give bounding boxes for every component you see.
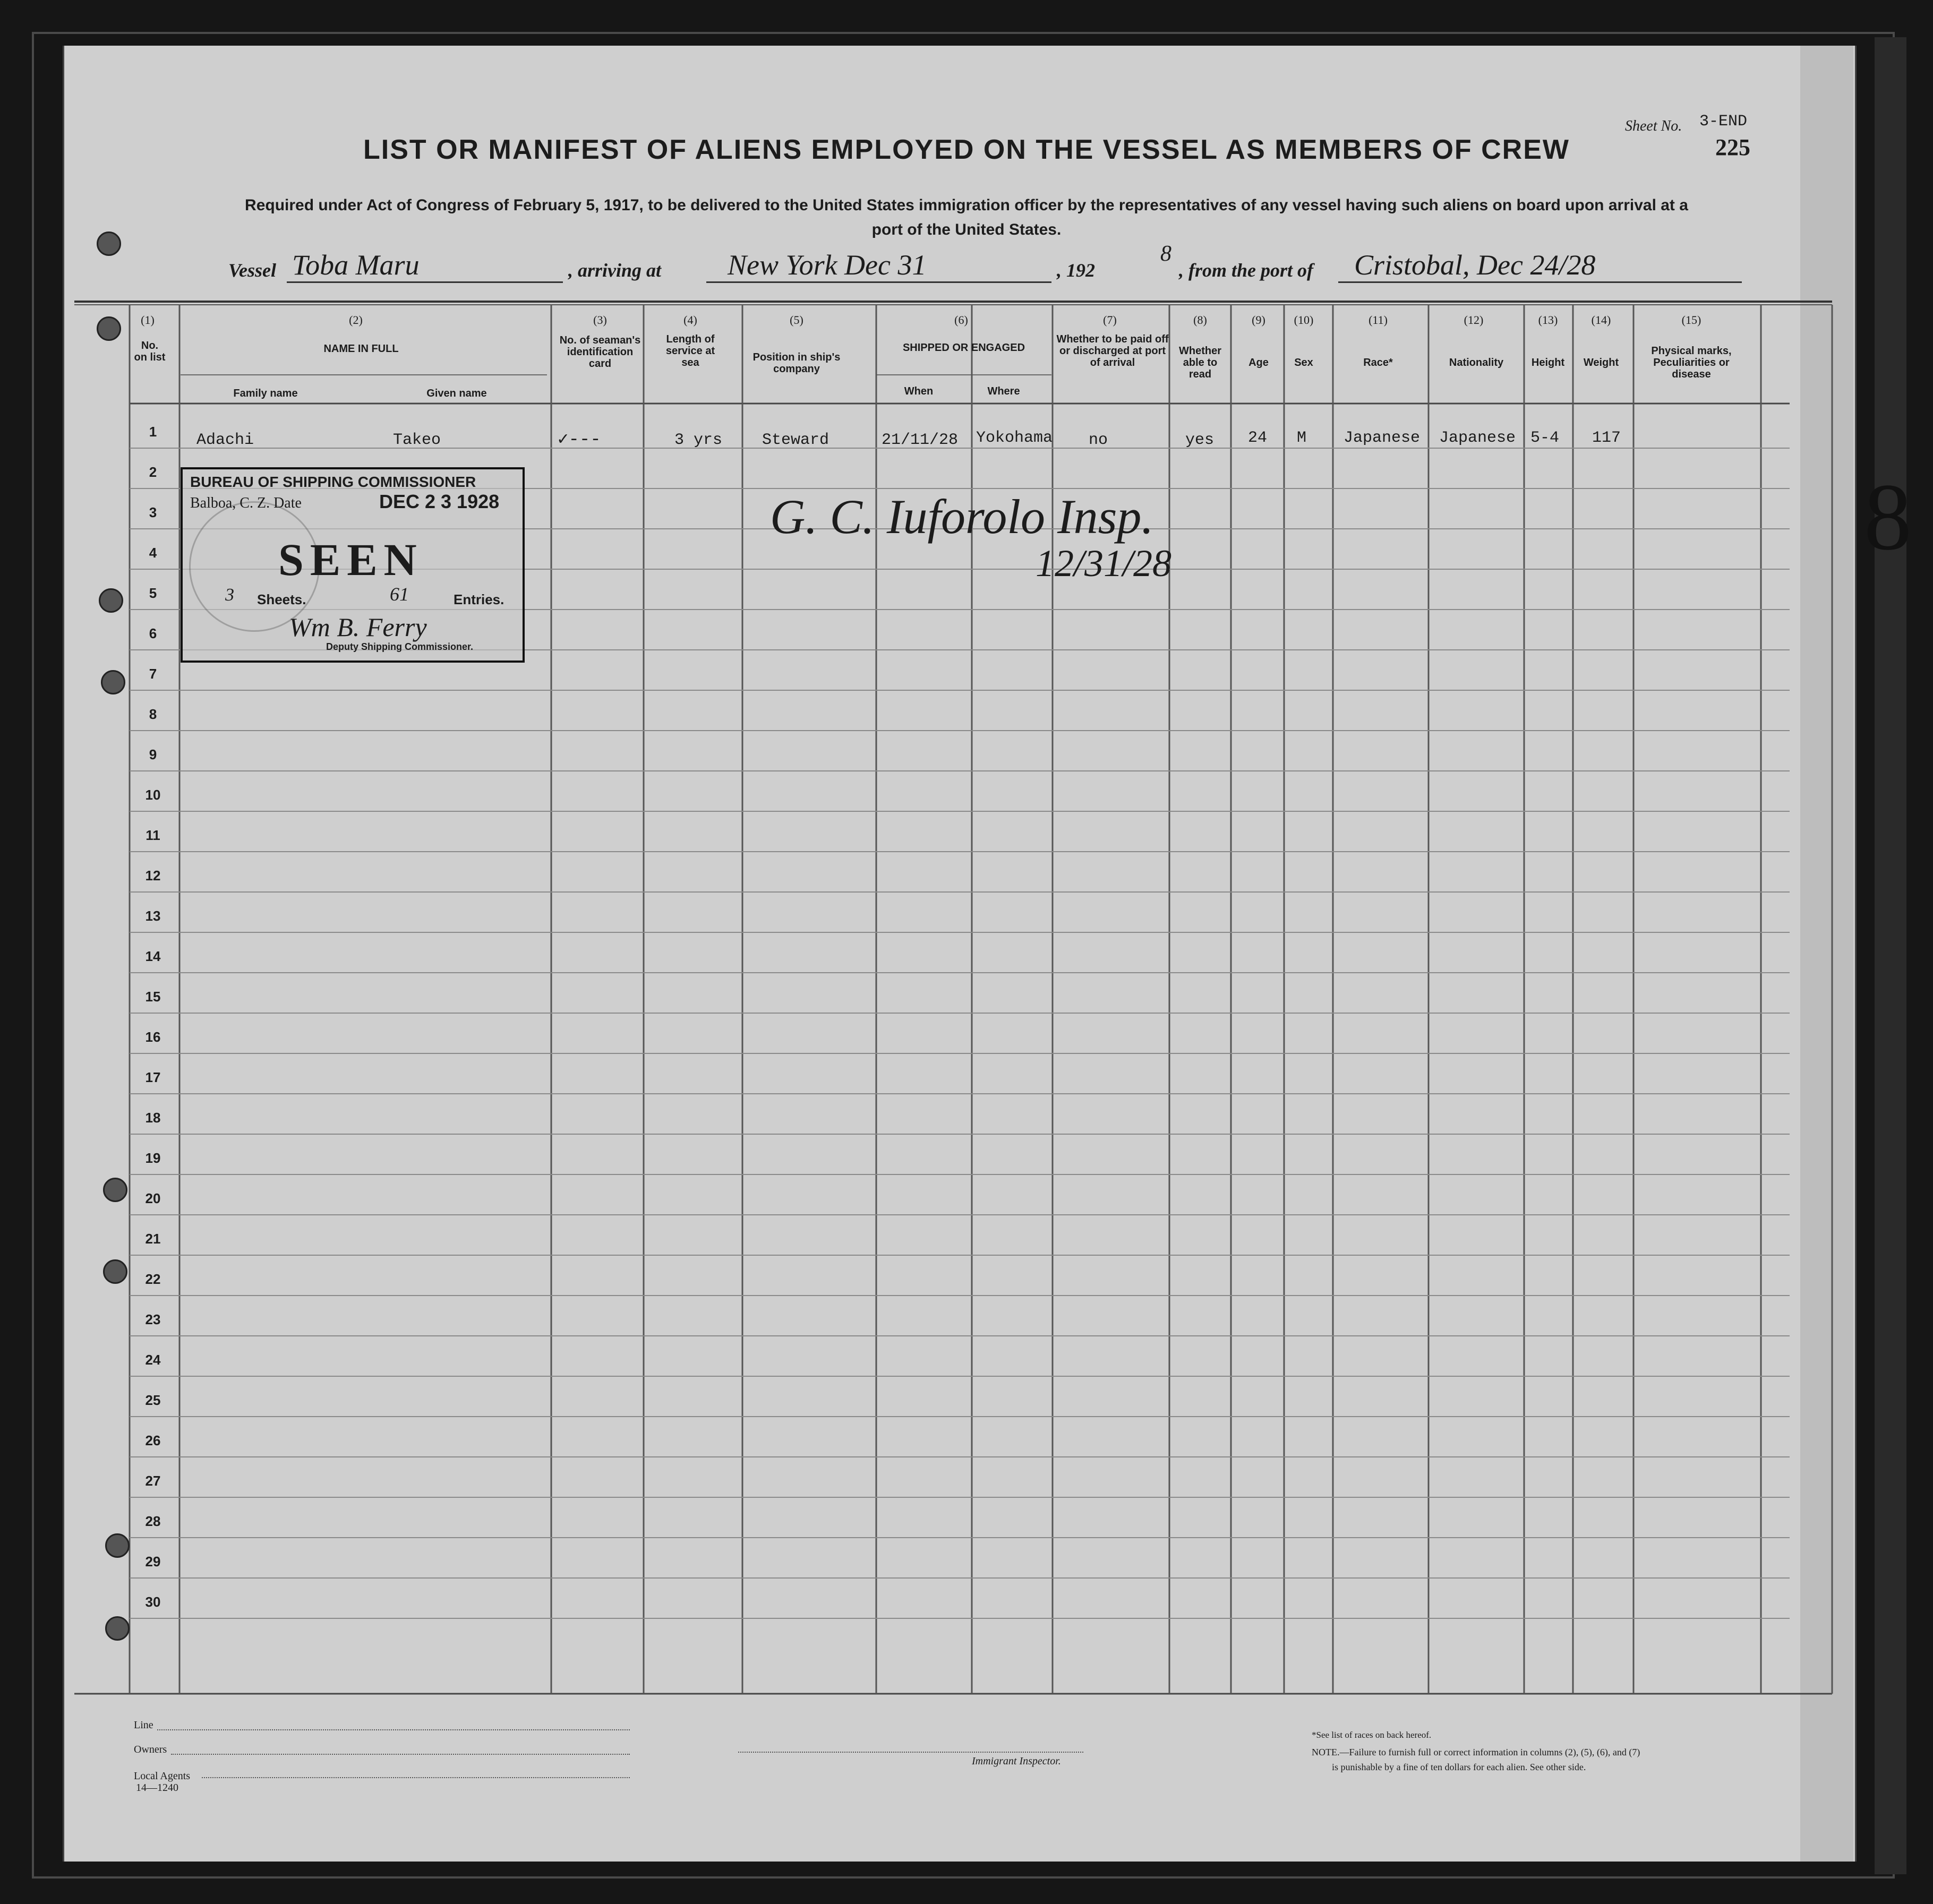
entry-able-read: yes [1185,431,1214,449]
header-race: Race* [1363,357,1393,368]
stamp-sheets-value: 3 [225,585,234,605]
row-number: 19 [145,1150,161,1166]
stamp-seen: SEEN [278,534,423,585]
col-num-4: (4) [683,313,697,327]
row-number: 1 [149,424,157,440]
from-label: , from the port of [1179,260,1314,281]
footer-note-2: NOTE.—Failure to furnish full or correct information in columns (2), (5), (6), and (7) [1312,1747,1640,1757]
page-title: LIST OR MANIFEST OF ALIENS EMPLOYED ON THE VESSEL AS MEMBERS OF CREW [363,134,1570,165]
col-num-14: (14) [1591,313,1611,327]
row-number: 2 [149,464,157,480]
entry-nationality: Japanese [1439,429,1516,447]
row-number: 23 [145,1311,161,1327]
header-no-on-list: No. on list [134,340,166,363]
year-prefix: , 192 [1057,260,1095,281]
col-num-15: (15) [1681,313,1701,327]
form-number: 14—1240 [136,1782,178,1794]
row-number: 10 [145,787,161,803]
col-num-13: (13) [1538,313,1558,327]
stamp-line-2: Balboa, C. Z. Date [190,495,302,511]
year-suffix: 8 [1160,242,1171,266]
col-num-1: (1) [141,313,155,327]
row-number: 13 [145,908,161,924]
col-num-10: (10) [1294,313,1314,327]
row-number: 9 [149,747,157,762]
punch-hole [103,1259,127,1284]
header-height: Height [1531,357,1565,368]
row-number: 21 [145,1231,161,1247]
header-paid-off: Whether to be paid off or discharged at port of arrival [1056,333,1169,368]
margin-mark: 8 [1864,464,1912,570]
row-number: 24 [145,1352,161,1368]
header-position: Position in ship's company [752,351,841,375]
footer-note-3: is punishable by a fine of ten dollars for each alien. See other side. [1332,1762,1586,1772]
header-given-name: Given name [426,388,487,399]
row-number: 8 [149,706,157,722]
immigrant-inspector-label: Immigrant Inspector. [972,1755,1061,1767]
sheet-no-value: 3-END [1699,113,1748,131]
punch-hole [99,588,123,613]
entry-weight: 117 [1592,429,1621,447]
col-num-7: (7) [1103,313,1117,327]
entry-given-name: Takeo [393,431,441,449]
required-line-2: port of the United States. [871,221,1062,238]
entry-family-name: Adachi [196,431,254,449]
punch-hole [105,1616,130,1641]
arriving-place: New York Dec 31 [728,249,927,281]
col-num-9: (9) [1252,313,1265,327]
stamp-entries-value: 61 [390,584,409,605]
header-id-card: No. of seaman's identification card [559,335,641,370]
header-shipped: SHIPPED OR ENGAGED [902,342,1025,354]
entry-when: 21/11/28 [882,431,959,449]
col-num-3: (3) [593,313,607,327]
entry-id-card: ✓--- [558,430,601,450]
header-weight: Weight [1583,357,1619,368]
row-number: 27 [145,1473,161,1489]
row-number: 4 [149,545,157,561]
inspector-signature: G. C. Iuforolo Insp. [770,490,1154,544]
row-number: 28 [145,1513,161,1529]
footer-owners-label: Owners [134,1744,167,1755]
row-number: 18 [145,1110,161,1126]
punch-hole [105,1533,130,1558]
col-num-8: (8) [1193,313,1207,327]
header-when: When [904,385,934,397]
punch-hole [103,1178,127,1202]
inspector-signature-date: 12/31/28 [1036,542,1172,585]
header-nationality: Nationality [1449,357,1504,368]
stamp-sheets-label: Sheets. [257,591,306,607]
stamp-signature: Wm B. Ferry [289,612,427,642]
row-number: 5 [149,585,157,601]
header-physical: Physical marks, Peculiarities or disease [1651,345,1732,380]
row-number: 25 [145,1392,161,1408]
row-number: 14 [145,948,161,964]
from-port: Cristobal, Dec 24/28 [1354,249,1596,281]
col-num-12: (12) [1464,313,1484,327]
col-num-11: (11) [1369,313,1388,327]
punch-hole [101,670,125,694]
header-length-service: Length of service at sea [665,333,715,368]
footer-note-1: *See list of races on back hereof. [1312,1730,1432,1740]
punch-hole [97,231,121,256]
entry-race: Japanese [1344,429,1421,447]
bureau-stamp [181,467,525,663]
header-age: Age [1248,357,1269,368]
row-number: 16 [145,1029,161,1045]
stamp-signer-title: Deputy Shipping Commissioner. [326,641,474,652]
stamp-line-1: BUREAU OF SHIPPING COMMISSIONER [190,474,476,490]
entry-age: 24 [1248,429,1268,447]
entry-paid-off: no [1089,431,1108,449]
stamp-entries-label: Entries. [454,591,504,607]
row-number: 12 [145,868,161,884]
stamp-date: DEC 2 3 1928 [379,491,500,512]
row-number: 17 [145,1069,161,1085]
punch-hole [97,316,121,341]
col-num-2: (2) [349,313,363,327]
row-number: 11 [146,827,160,843]
header-family-name: Family name [233,388,298,399]
arriving-label: , arriving at [568,260,662,281]
row-number: 15 [145,989,161,1005]
vessel-label: Vessel [228,260,276,281]
row-number: 3 [149,504,157,520]
entry-where: Yokohama [976,429,1053,447]
sheet-no-label: Sheet No. [1625,118,1682,134]
row-number: 26 [145,1433,161,1448]
footer-local-agents-label: Local Agents [134,1770,191,1782]
header-where: Where [987,385,1020,397]
entry-height: 5-4 [1530,429,1560,447]
footer-line-label: Line [134,1719,153,1731]
header-sex: Sex [1294,357,1313,368]
row-number: 6 [149,625,157,641]
vessel-name: Toba Maru [292,249,420,281]
header-able-read: Whether able to read [1179,345,1221,380]
entry-position: Steward [762,431,829,449]
entry-length-service: 3 yrs [674,431,723,449]
row-number: 20 [145,1190,161,1206]
row-number: 30 [145,1594,161,1610]
row-number: 29 [145,1554,161,1569]
col-num-5: (5) [790,313,803,327]
required-line-1: Required under Act of Congress of February 5, 1917, to be delivered to the United States immigration officer by the representatives of any vessel having such aliens on board upon arrival at a [245,196,1688,214]
col-num-6: (6) [954,313,968,327]
entry-sex: M [1297,429,1307,447]
row-number: 7 [149,666,157,682]
header-name-in-full: NAME IN FULL [323,343,399,355]
page-number: 225 [1715,134,1750,160]
row-number: 22 [145,1271,161,1287]
